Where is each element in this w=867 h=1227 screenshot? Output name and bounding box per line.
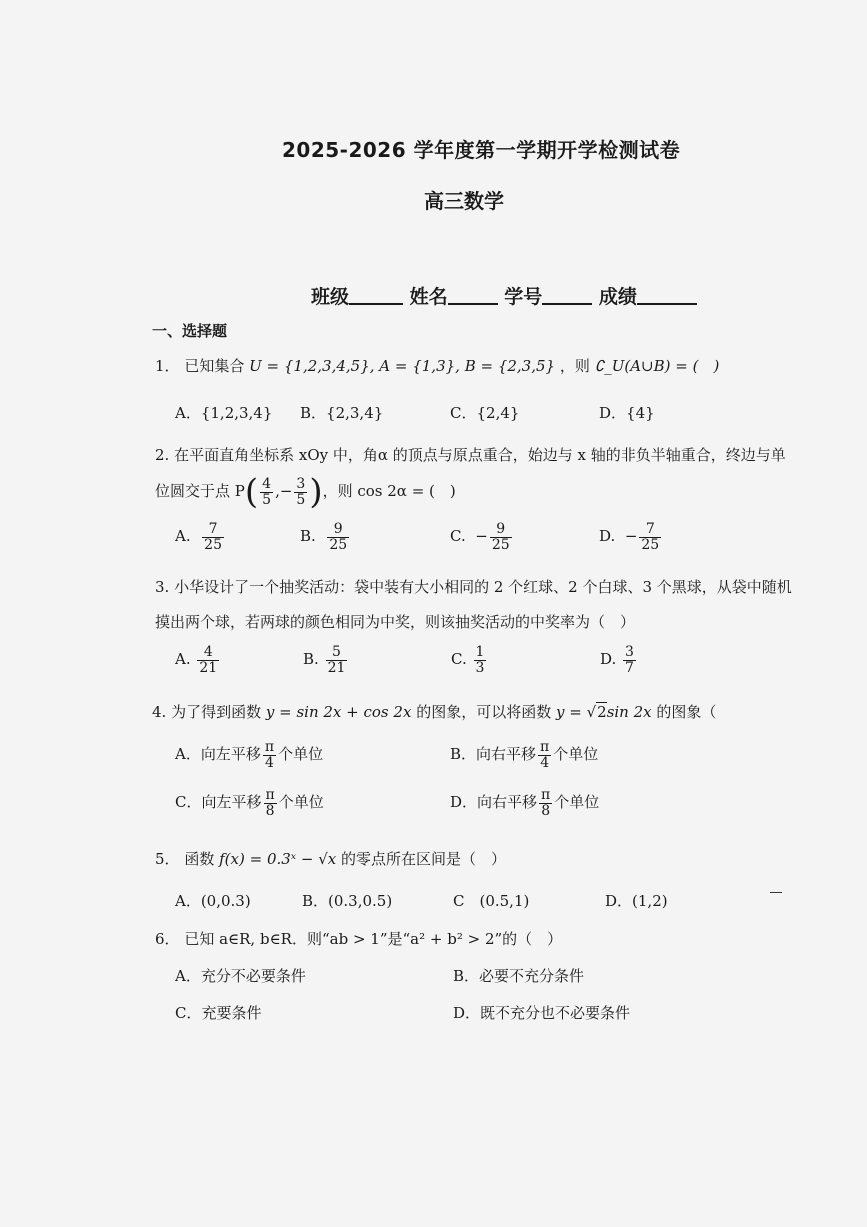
q5-option-d: D．(1,2) <box>605 892 668 910</box>
question-2-line-2: 位圆交于点 P( $\frac{4}{5}$ ,− $\frac{3}{5}$ )，则 cos 2α = ( ) <box>155 472 456 512</box>
q2-point-y: $\frac{3}{5}$ <box>296 475 306 508</box>
q2-text-line-2: 位圆交于点 P <box>155 482 245 500</box>
id-label: 学号 <box>504 286 543 308</box>
q1-option-d: D．{4} <box>599 404 655 422</box>
q4-text-mid: 的图象，可以将函数 <box>416 703 552 721</box>
q3-number: 3. <box>155 578 170 596</box>
q1-text: 已知集合 <box>184 357 245 375</box>
q4-option-b: B．向右平移 $\frac{\pi}{4}$ 个单位 <box>450 739 599 771</box>
q1-expression: ∁_U(A∪B) = ( ) <box>594 357 720 375</box>
q2-point-x: $\frac{4}{5}$ <box>262 475 272 508</box>
q4-function-2-rhs: sin 2x <box>606 703 652 721</box>
q2-text-line-2-end: ，则 cos 2α = ( ) <box>322 482 456 500</box>
q5-function: f(x) = 0.3ˣ − √x <box>219 850 337 868</box>
subject-title: 高三数学 <box>424 189 504 213</box>
q5-option-a: A．(0,0.3) <box>175 892 251 910</box>
q2-option-b: B. $\frac{9}{25}$ <box>300 521 348 553</box>
name-blank <box>448 285 498 305</box>
q2-option-d: D. − $\frac{7}{25}$ <box>599 521 660 553</box>
q5-text-pre: 函数 <box>184 850 215 868</box>
q3-option-c: C. $\frac{1}{3}$ <box>451 644 485 676</box>
q2-option-c: C. − $\frac{9}{25}$ <box>450 521 510 553</box>
q4-function-2-lhs: y = <box>555 703 587 721</box>
q2-text-line-1: 在平面直角坐标系 xOy 中，角α 的顶点与原点重合，始边与 x 轴的非负半轴重合，终边与单 <box>174 446 786 464</box>
q6-option-d: D．既不充分也不必要条件 <box>453 1004 631 1022</box>
class-label: 班级 <box>311 286 350 308</box>
q3-option-a: A. $\frac{4}{21}$ <box>175 644 218 676</box>
q4-sqrt-arg: 2 <box>597 703 607 721</box>
q6-option-c: C．充要条件 <box>175 1004 262 1022</box>
student-info-line <box>311 282 697 309</box>
q5-text-post: 的零点所在区间是（ ） <box>341 850 507 868</box>
question-2-line-1 <box>155 444 786 465</box>
q1-option-c: C．{2,4} <box>450 404 520 422</box>
q6-option-b: B．必要不充分条件 <box>453 967 585 985</box>
q2-right-paren: ) <box>309 472 323 512</box>
stray-mark <box>770 892 782 893</box>
q3-option-b: B. $\frac{5}{21}$ <box>303 644 346 676</box>
q3-text-line-2: 摸出两个球，若两球的颜色相同为中奖，则该抽奖活动的中奖率为（ ） <box>155 613 636 631</box>
section-heading: 一、选择题 <box>152 322 228 340</box>
name-label: 姓名 <box>409 286 448 308</box>
question-4: 4. 为了得到函数 y = sin 2x + cos 2x 的图象，可以将函数 y = √2sin 2x 的图象（ <box>152 703 717 721</box>
q4-option-a: A．向左平移 $\frac{\pi}{4}$ 个单位 <box>175 739 324 771</box>
q6-number: 6． <box>155 930 180 948</box>
q5-number: 5． <box>155 850 180 868</box>
q1-number: 1． <box>155 357 180 375</box>
q5-option-c: C (0.5,1) <box>453 892 530 910</box>
q1-option-b: B．{2,3,4} <box>300 404 384 422</box>
q1-option-a: A．{1,2,3,4} <box>175 404 273 422</box>
score-blank <box>637 285 697 305</box>
q6-option-a: A．充分不必要条件 <box>175 967 306 985</box>
q4-option-c: C．向左平移 $\frac{\pi}{8}$ 个单位 <box>175 787 324 819</box>
question-3-line-1 <box>155 576 792 597</box>
q4-text-pre: 为了得到函数 <box>171 703 262 721</box>
q4-option-d: D．向右平移 $\frac{\pi}{8}$ 个单位 <box>450 787 600 819</box>
question-5 <box>155 848 506 869</box>
q5-option-b: B．(0.3,0.5) <box>302 892 393 910</box>
q2-left-paren: ( <box>244 472 259 512</box>
q2-option-a: A. $\frac{7}{25}$ <box>175 521 222 553</box>
q2-number: 2. <box>155 446 170 464</box>
q3-option-d: D. $\frac{3}{7}$ <box>600 644 634 676</box>
q4-number: 4. <box>152 703 167 721</box>
class-blank <box>349 285 403 305</box>
exam-title: 2025-2026 学年度第一学期开学检测试卷 <box>282 138 681 162</box>
score-label: 成绩 <box>598 286 637 308</box>
q6-text: 已知 a∈R, b∈R．则“ab > 1”是“a² + b² > 2”的（ ） <box>184 930 563 948</box>
q4-text-post: 的图象（ <box>656 703 717 721</box>
q4-function-1: y = sin 2x + cos 2x <box>265 703 412 721</box>
id-blank <box>542 285 592 305</box>
question-6 <box>155 928 562 949</box>
q1-sets: U = {1,2,3,4,5}, A = {1,3}, B = {2,3,5} <box>249 357 556 375</box>
q3-text-line-1: 小华设计了一个抽奖活动：袋中装有大小相同的 2 个红球、2 个白球、3 个黑球，从袋中随机 <box>174 578 792 596</box>
q1-then: ，则 <box>559 357 590 375</box>
question-1 <box>155 355 719 376</box>
